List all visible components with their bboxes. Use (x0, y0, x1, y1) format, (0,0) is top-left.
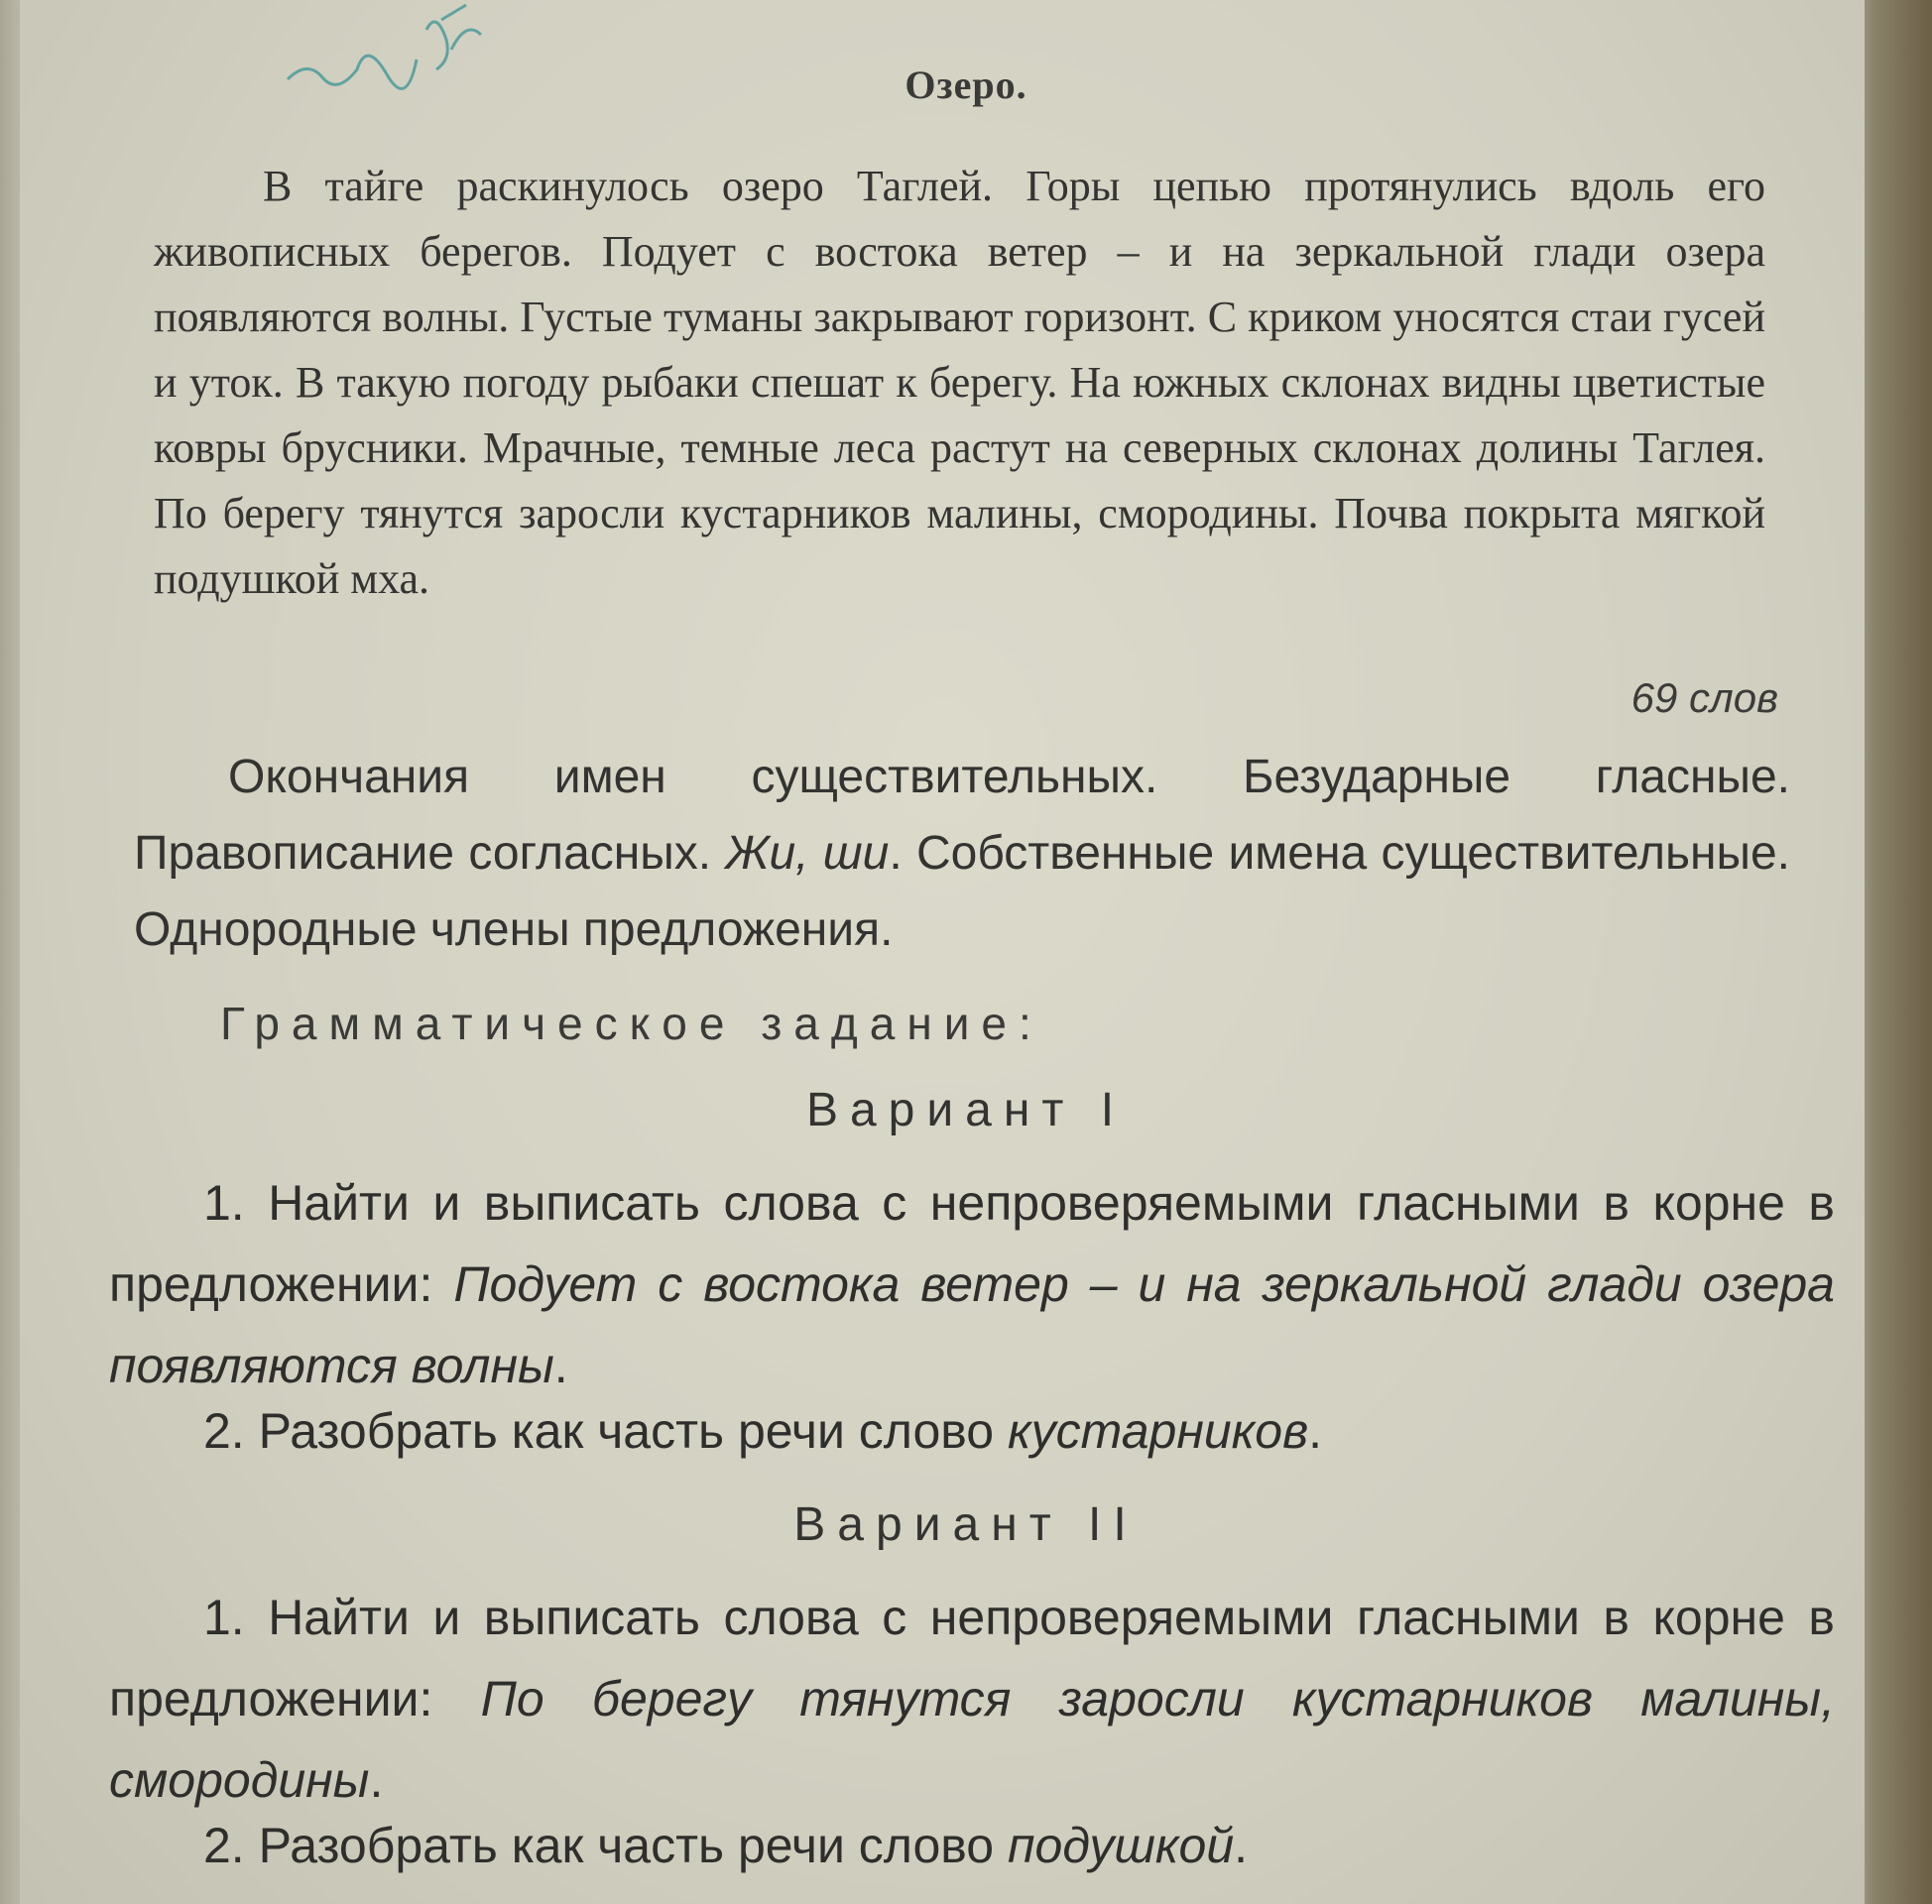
v1-item1-text: 1. Найти и выписать слова с непроверяемыми гласными в корне в предложении: (109, 1175, 1835, 1312)
word-count: 69 слов (1630, 674, 1778, 721)
variant-2-item-2 (109, 1805, 1835, 1886)
v1-item1-end: . (553, 1338, 568, 1393)
v2-item1-end: . (369, 1752, 384, 1808)
v1-item2-text: 2. Разобрать как часть речи слово (203, 1403, 1009, 1459)
variant-1-item-2 (109, 1390, 1835, 1472)
topics-text-1: Окончания имен существительных. Безударные гласные. Правописание согласных. (134, 751, 1790, 880)
v2-item1-sentence: По берегу тянутся заросли кустарников малины, смородины (109, 1671, 1835, 1808)
v2-item1-text: 1. Найти и выписать слова с непроверяемыми гласными в корне в предложении: (109, 1590, 1835, 1726)
page-title: Озеро. (905, 62, 1027, 107)
v1-item2-end: . (1308, 1403, 1323, 1459)
task-heading: Грамматическое задание: (220, 998, 1043, 1049)
v2-item2-word: подушкой (1008, 1818, 1235, 1873)
variant-1-item-1 (109, 1162, 1835, 1406)
variant-2-item-1 (109, 1577, 1835, 1821)
v2-item2-end: . (1234, 1818, 1249, 1873)
topics-italic: Жи, ши (725, 827, 890, 880)
dictation-paragraph: В тайге раскинулось озеро Таглей. Горы цепью протянулись вдоль его живописных берегов. Подует с востока ветер – и на зеркальной глади озера появляются волны. Густые туманы закрывают горизонт. С криком уносятся стаи гусей и уток. В такую погоду рыбаки спешат к берегу. На южных склонах видны цветистые ковры брусники. Мрачные, темные леса растут на северных склонах долины Таглея. По берегу тянутся заросли кустарников малины, смородины. Почва покрыта мягкой подушкой мха. (154, 162, 1765, 603)
topics-text-2: . Собственные имена существительные. Однородные члены предложения. (134, 827, 1791, 956)
v2-item2-text: 2. Разобрать как часть речи слово (203, 1818, 1009, 1873)
topics-paragraph (134, 739, 1790, 968)
v1-item1-sentence: Подует с востока ветер – и на зеркальной глади озера появляются волны (109, 1256, 1835, 1393)
variant-1-label: Вариант I (805, 1084, 1127, 1136)
variant-2-label: Вариант II (793, 1498, 1139, 1551)
v1-item2-word: кустарников (1008, 1403, 1309, 1459)
